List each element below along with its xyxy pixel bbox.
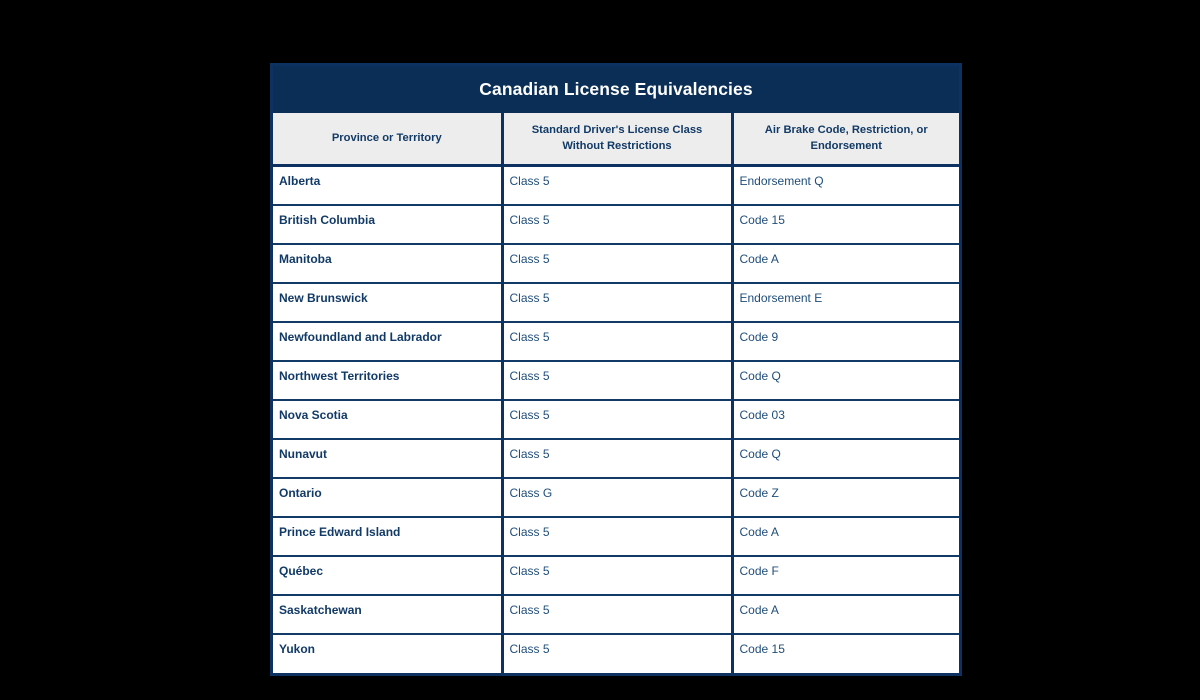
table-row — [273, 205, 959, 244]
cell-province: Québec — [273, 556, 502, 595]
column-header-air-brake — [732, 113, 959, 166]
table-header-row — [273, 113, 959, 166]
column-header-license-class — [502, 113, 732, 166]
cell-province: Alberta — [273, 166, 502, 205]
cell-province: British Columbia — [273, 205, 502, 244]
cell-air-brake: Code 03 — [732, 400, 959, 439]
cell-license-class: Class 5 — [502, 595, 732, 634]
cell-air-brake: Endorsement E — [732, 283, 959, 322]
cell-air-brake: Code 15 — [732, 205, 959, 244]
cell-license-class: Class 5 — [502, 244, 732, 283]
cell-province: Yukon — [273, 634, 502, 673]
cell-air-brake: Code Z — [732, 478, 959, 517]
cell-license-class: Class 5 — [502, 517, 732, 556]
cell-air-brake: Code 15 — [732, 634, 959, 673]
table-row — [273, 478, 959, 517]
cell-air-brake: Code A — [732, 244, 959, 283]
cell-province: Ontario — [273, 478, 502, 517]
cell-air-brake: Code 9 — [732, 322, 959, 361]
cell-province: Nova Scotia — [273, 400, 502, 439]
cell-province: Prince Edward Island — [273, 517, 502, 556]
cell-air-brake: Code A — [732, 517, 959, 556]
cell-province: Saskatchewan — [273, 595, 502, 634]
table-row — [273, 244, 959, 283]
cell-license-class: Class 5 — [502, 283, 732, 322]
column-header-license-class-line1: Standard Driver's License Class — [531, 124, 703, 136]
cell-license-class: Class 5 — [502, 205, 732, 244]
cell-license-class: Class 5 — [502, 400, 732, 439]
cell-license-class: Class G — [502, 478, 732, 517]
table-row — [273, 439, 959, 478]
cell-air-brake: Endorsement Q — [732, 166, 959, 205]
column-header-province-line1: Province or Territory — [331, 132, 442, 145]
column-header-air-brake-line2: Endorsement — [810, 140, 882, 153]
cell-air-brake: Code A — [732, 595, 959, 634]
table-row — [273, 517, 959, 556]
table-row — [273, 634, 959, 673]
column-header-province — [273, 113, 502, 166]
cell-province: New Brunswick — [273, 283, 502, 322]
cell-province: Northwest Territories — [273, 361, 502, 400]
cell-license-class: Class 5 — [502, 556, 732, 595]
cell-air-brake: Code Q — [732, 361, 959, 400]
cell-air-brake: Code Q — [732, 439, 959, 478]
table-row — [273, 556, 959, 595]
cell-license-class: Class 5 — [502, 166, 732, 205]
cell-license-class: Class 5 — [502, 361, 732, 400]
column-header-license-class-line2: Without Restrictions — [562, 140, 672, 153]
table-row — [273, 595, 959, 634]
cell-province: Newfoundland and Labrador — [273, 322, 502, 361]
license-equivalency-table-container — [270, 63, 962, 676]
table-row — [273, 166, 959, 205]
table-row — [273, 283, 959, 322]
column-header-air-brake-line1: Air Brake Code, Restriction, or — [764, 124, 928, 136]
cell-air-brake: Code F — [732, 556, 959, 595]
table-row — [273, 361, 959, 400]
table-body — [273, 166, 959, 673]
cell-license-class: Class 5 — [502, 322, 732, 361]
cell-province: Nunavut — [273, 439, 502, 478]
license-equivalency-table — [273, 113, 959, 673]
table-header — [273, 113, 959, 166]
table-row — [273, 400, 959, 439]
cell-province: Manitoba — [273, 244, 502, 283]
cell-license-class: Class 5 — [502, 634, 732, 673]
cell-license-class: Class 5 — [502, 439, 732, 478]
table-row — [273, 322, 959, 361]
table-title-banner: Canadian License Equivalencies — [273, 66, 959, 113]
